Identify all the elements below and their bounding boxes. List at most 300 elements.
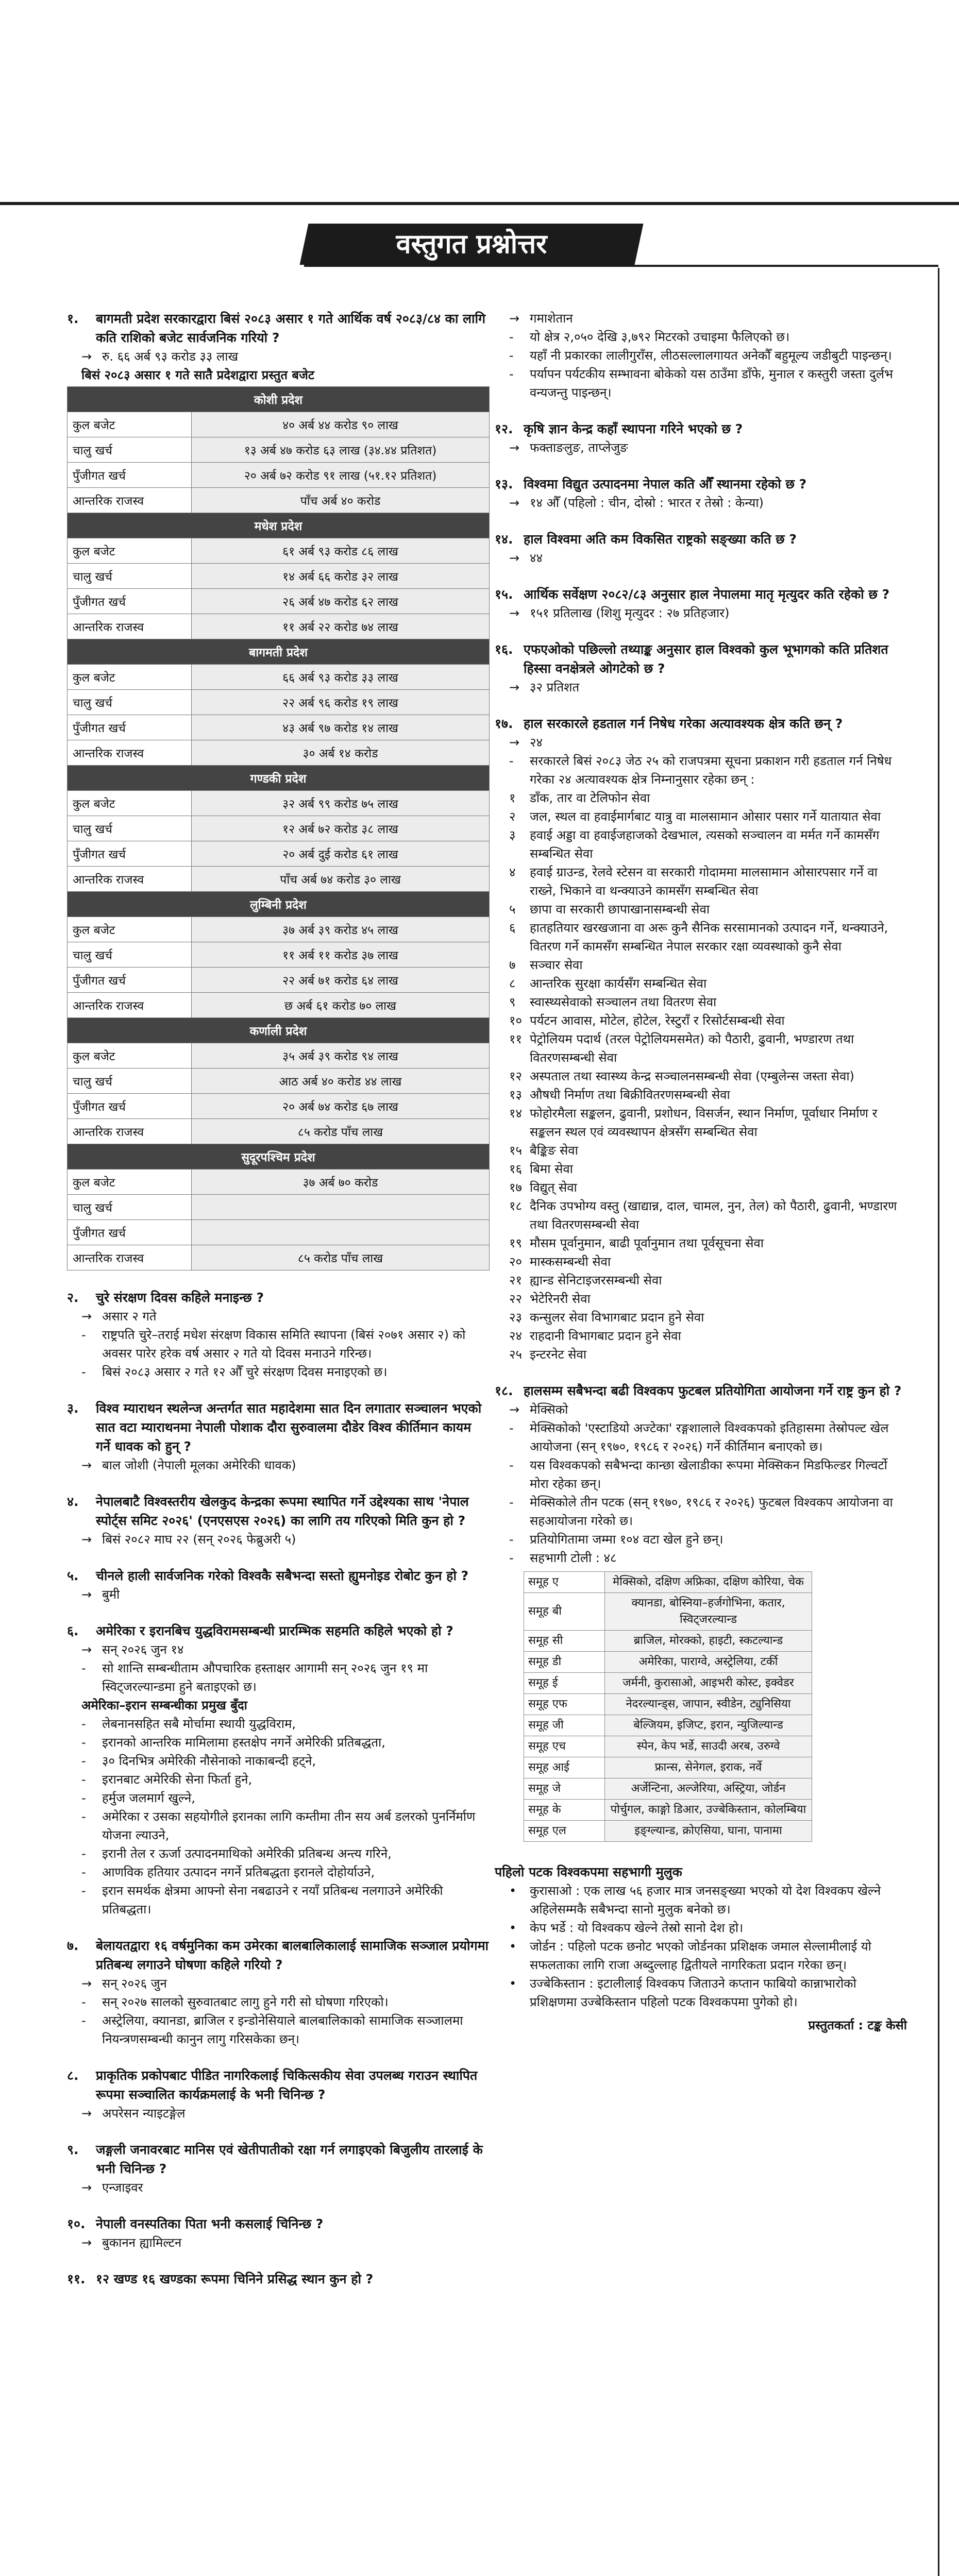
budget-value: २६ अर्ब ४७ करोड ६२ लाख xyxy=(192,589,490,614)
bullet: १४ xyxy=(509,1106,522,1121)
answer-text: आन्तरिक सुरक्षा कार्यसँग सम्बन्धित सेवा xyxy=(530,976,707,991)
bullet: → xyxy=(81,2106,92,2121)
budget-value: ३० अर्ब १४ करोड xyxy=(192,740,490,766)
answer-line xyxy=(81,1752,490,1770)
budget-table xyxy=(67,386,490,1270)
question xyxy=(495,640,907,678)
bullet: १० xyxy=(509,1013,522,1028)
budget-row xyxy=(68,791,490,816)
question-number: ५. xyxy=(67,1568,79,1583)
answer-text: ३० दिनभित्र अमेरिकी नौसेनाको नाकाबन्दी हट्ने, xyxy=(102,1754,316,1768)
answer-line xyxy=(81,1326,490,1363)
answer-text: गमाशेतान xyxy=(530,311,573,326)
budget-label: कुल बजेट xyxy=(68,412,192,437)
answer-line xyxy=(509,309,907,328)
question-text: चीनले हाली सार्वजनिक गरेको विश्वकै सबैभन्दा सस्तो ह्युमनोइड रोबोट कुन हो ? xyxy=(96,1568,469,1583)
budget-label: पुँजीगत खर्च xyxy=(68,589,192,614)
group-name: समूह जे xyxy=(524,1778,605,1800)
answer-line xyxy=(509,1937,907,1974)
budget-value: ८५ करोड पाँच लाख xyxy=(192,1119,490,1144)
province-row xyxy=(68,513,490,538)
budget-label: पुँजीगत खर्च xyxy=(68,1220,192,1245)
budget-label: आन्तरिक राजस्व xyxy=(68,740,192,766)
province-row xyxy=(68,639,490,665)
answer-text: कुरासाओ : एक लाख ५६ हजार मात्र जनसङ्ख्या भएको यो देश विश्वकप खेल्ने अहिलेसम्मकै सबैभन्दा सानो मुलुक बनेको छ। xyxy=(530,1884,881,1917)
bullet: २० xyxy=(509,1255,522,1269)
right-column xyxy=(495,309,907,2033)
answer-line xyxy=(509,438,907,457)
group-row xyxy=(524,1631,812,1652)
answer-line xyxy=(81,2011,490,2048)
answer-line xyxy=(509,1530,907,1549)
bullet: १७ xyxy=(509,1180,522,1195)
answer-text: बाल जोशी (नेपाली मूलका अमेरिकी धावक) xyxy=(102,1458,296,1472)
bullet: - xyxy=(509,1421,514,1435)
bullet: → xyxy=(81,1976,92,1991)
bullet: - xyxy=(509,1458,514,1472)
budget-value: ८५ करोड पाँच लाख xyxy=(192,1245,490,1270)
budget-value: ६६ अर्ब ९३ करोड ३३ लाख xyxy=(192,665,490,690)
group-teams: स्पेन, केप भर्डे, साउदी अरब, उरुग्वे xyxy=(605,1736,812,1757)
bullet: १६ xyxy=(509,1162,522,1176)
answer-text: हवाई ग्राउन्ड, रेलवे स्टेसन वा सरकारी गोदाममा मालसामान ओसारपसार गर्ने वा राख्ने, भिकाने वा थन्क्याउने कामसँग सम्बन्धित सेवा xyxy=(530,865,878,898)
bullet: → xyxy=(509,311,520,326)
budget-label: पुँजीगत खर्च xyxy=(68,841,192,867)
bullet: २१ xyxy=(509,1273,522,1287)
question-text: बागमती प्रदेश सरकारद्वारा बिसं २०८३ असार १ गते आर्थिक वर्ष २०८३/८४ का लागि कति राशिको बजेट सार्वजनिक गरियो ? xyxy=(96,311,486,345)
answer-text: कन्सुलर सेवा विभागबाट प्रदान हुने सेवा xyxy=(530,1310,704,1325)
question xyxy=(67,1399,490,1456)
answer-line xyxy=(509,1456,907,1493)
province-name: बागमती प्रदेश xyxy=(68,639,490,665)
answer-line xyxy=(509,900,907,919)
bullet: ९ xyxy=(509,995,516,1009)
answer-line xyxy=(81,2104,490,2123)
answer-line xyxy=(81,2178,490,2197)
answer-line xyxy=(509,974,907,993)
group-name: समूह आई xyxy=(524,1757,605,1778)
question-text: बेलायतद्वारा १६ वर्षमुनिका कम उमेरका बालबालिकालाई सामाजिक सञ्जाल प्रयोगमा प्रतिबन्ध लगाउने घोषणा कहिले गरियो ? xyxy=(96,1938,489,1972)
bullet: २२ xyxy=(509,1292,522,1306)
answer-text: डाँक, तार वा टेलिफोन सेवा xyxy=(530,791,650,805)
bullet: ७ xyxy=(509,958,516,972)
budget-row xyxy=(68,437,490,463)
question-text: नेपाली वनस्पतिका पिता भनी कसलाई चिनिन्छ ? xyxy=(96,2216,324,2231)
answer-text: १४ औँ (पहिलो : चीन, दोस्रो : भारत र तेस्रो : केन्या) xyxy=(530,496,764,510)
answer-line xyxy=(509,733,907,752)
debutants-title: पहिलो पटक विश्वकपमा सहभागी मुलुक xyxy=(495,1865,682,1879)
answer-text: इन्टरनेट सेवा xyxy=(530,1347,587,1362)
question-number: १६. xyxy=(495,642,513,657)
province-row xyxy=(68,892,490,917)
bullet: ४ xyxy=(509,865,516,879)
budget-label: चालु खर्च xyxy=(68,1195,192,1220)
question-number: १०. xyxy=(67,2216,86,2231)
answer-text: पर्यापन पर्यटकीय सम्भावना बोकेको यस ठाउँमा डाँफे, मुनाल र कस्तुरी जस्ता दुर्लभ वन्यजन्तु पाइन्छन्। xyxy=(530,367,893,400)
answer-line xyxy=(81,1789,490,1807)
budget-row xyxy=(68,665,490,690)
bullet: ६ xyxy=(509,921,516,935)
province-name: कोशी प्रदेश xyxy=(68,387,490,412)
group-teams: क्यानडा, बोस्निया–हर्जगोभिना, कतार, स्विट्जरल्यान्ड xyxy=(605,1593,812,1631)
group-row xyxy=(524,1736,812,1757)
budget-row xyxy=(68,968,490,993)
budget-label: कुल बजेट xyxy=(68,791,192,816)
question xyxy=(495,714,907,733)
bullet: - xyxy=(81,1328,86,1342)
answer-line xyxy=(509,1011,907,1030)
bullet: १२ xyxy=(509,1069,522,1083)
group-row xyxy=(524,1821,812,1842)
answer-text: लेबनानसहित सबै मोर्चामा स्थायी युद्धविराम, xyxy=(102,1717,296,1731)
answer-text: सरकारले बिसं २०८३ जेठ २५ को राजपत्रमा सूचना प्रकाशन गरी हडताल गर्न निषेध गरेका २४ अत्यावश्यक क्षेत्र निम्नानुसार रहेका छन् : xyxy=(530,754,892,787)
answer-line xyxy=(509,1234,907,1252)
budget-label: कुल बजेट xyxy=(68,917,192,942)
bullet: १३ xyxy=(509,1088,522,1102)
budget-row xyxy=(68,564,490,589)
answer-text: राहदानी विभागबाट प्रदान हुने सेवा xyxy=(530,1329,681,1343)
answer-line xyxy=(509,1419,907,1456)
answer-line xyxy=(509,1178,907,1197)
answer-line xyxy=(509,494,907,512)
answer-line xyxy=(509,956,907,974)
budget-label: आन्तरिक राजस्व xyxy=(68,993,192,1018)
question xyxy=(67,2214,490,2233)
bullet: → xyxy=(81,1458,92,1472)
budget-row xyxy=(68,488,490,513)
bullet: → xyxy=(509,551,520,565)
budget-label: पुँजीगत खर्च xyxy=(68,1094,192,1119)
bullet: १५ xyxy=(509,1143,522,1158)
top-rule xyxy=(0,202,959,205)
question xyxy=(67,1621,490,1640)
answer-text: बिसं २०८२ माघ २२ (सन् २०२६ फेब्रुअरी ५) xyxy=(102,1532,296,1547)
bullet: - xyxy=(81,1884,86,1898)
answer-line xyxy=(509,1345,907,1364)
answer-line xyxy=(509,1141,907,1160)
budget-row xyxy=(68,690,490,715)
bullet: - xyxy=(81,1754,86,1768)
answer-line xyxy=(509,919,907,956)
answer-text: उज्बेकिस्तान : इटालीलाई विश्वकप जिताउने कप्तान फाबियो कान्नाभारोको प्रशिक्षणमा उज्बेकिस्तान पहिलो पटक विश्वकपमा पुगेको हो। xyxy=(530,1976,856,2009)
bullet: - xyxy=(81,1365,86,1379)
answer-line xyxy=(81,1882,490,1919)
bullet: २ xyxy=(509,809,516,824)
province-row xyxy=(68,766,490,791)
bullet: → xyxy=(81,2180,92,2195)
bullet: • xyxy=(509,1976,517,1991)
budget-row xyxy=(68,614,490,639)
answer-text: केप भर्डे : यो विश्वकप खेल्ने तेस्रो सानो देश हो। xyxy=(530,1921,744,1935)
group-name: समूह एच xyxy=(524,1736,605,1757)
bullet: → xyxy=(81,349,92,364)
section-title: वस्तुगत प्रश्नोत्तर xyxy=(396,229,547,260)
bullet: → xyxy=(509,496,520,510)
answer-text: दैनिक उपभोग्य वस्तु (खाद्यान्न, दाल, चामल, नुन, तेल) को पैठारी, ढुवानी, भण्डारण तथा वितरणसम्बन्धी सेवा xyxy=(530,1199,897,1232)
bullet: → xyxy=(509,1402,520,1417)
answer-text: हर्मुज जलमार्ग खुल्ने, xyxy=(102,1791,195,1805)
bullet: २५ xyxy=(509,1347,522,1362)
answer-text: भेटेरिनरी सेवा xyxy=(530,1292,591,1306)
answer-line xyxy=(509,604,907,622)
answer-line xyxy=(509,1252,907,1271)
bullet: - xyxy=(509,367,514,381)
answer-line xyxy=(81,1659,490,1696)
province-name: गण्डकी प्रदेश xyxy=(68,766,490,791)
budget-row xyxy=(68,816,490,841)
budget-row xyxy=(68,1069,490,1094)
answer-text: इरानी तेल र ऊर्जा उत्पादनमाथिको अमेरिकी प्रतिबन्ध अन्त्य गरिने, xyxy=(102,1846,392,1861)
answer-text: मास्कसम्बन्धी सेवा xyxy=(530,1255,611,1269)
bullet: - xyxy=(509,1551,514,1565)
group-table xyxy=(524,1571,812,1842)
answer-text: सञ्चार सेवा xyxy=(530,958,583,972)
bullet: → xyxy=(81,1587,92,1602)
answer-line xyxy=(81,1640,490,1659)
question xyxy=(67,309,490,347)
answer-text: अस्ट्रेलिया, क्यानडा, ब्राजिल र इन्डोनेसियाले बालबालिकाको सामाजिक सञ्जालमा नियन्त्रणसम्बन्धी कानुन लागु गरिसकेका छन्। xyxy=(102,2013,463,2046)
answer-text: विद्युत् सेवा xyxy=(530,1180,577,1195)
answer-line xyxy=(81,1844,490,1863)
group-teams: अमेरिका, पाराग्वे, अस्ट्रेलिया, टर्की xyxy=(605,1652,812,1673)
question-number: १८. xyxy=(495,1383,513,1398)
answer-text: मौसम पूर्वानुमान, बाढी पूर्वानुमान तथा पूर्वसूचना सेवा xyxy=(530,1236,764,1250)
province-row xyxy=(68,387,490,412)
answer-text: प्रतियोगितामा जम्मा १०४ वटा खेल हुने छन्। xyxy=(530,1532,724,1547)
group-row xyxy=(524,1694,812,1715)
section-header xyxy=(299,224,643,265)
budget-row xyxy=(68,1119,490,1144)
answer-line xyxy=(81,1863,490,1882)
budget-value: ३७ अर्ब ७० करोड xyxy=(192,1170,490,1195)
budget-value: ३५ अर्ब ३९ करोड ९४ लाख xyxy=(192,1043,490,1069)
bullet: - xyxy=(81,1995,86,2009)
group-name: समूह बी xyxy=(524,1593,605,1631)
answer-line xyxy=(509,807,907,826)
budget-value: २० अर्ब दुई करोड ६१ लाख xyxy=(192,841,490,867)
bullet: → xyxy=(81,2235,92,2250)
question-number: ७. xyxy=(67,1938,79,1953)
answer-line xyxy=(509,1308,907,1327)
budget-label: कुल बजेट xyxy=(68,1043,192,1069)
answer-text: यस विश्वकपको सबैभन्दा कान्छा खेलाडीका रूपमा मेक्सिकन मिडफिल्डर गिल्वर्टो मोरा रहेका छन्। xyxy=(530,1458,887,1491)
group-teams: मेक्सिको, दक्षिण अफ्रिका, दक्षिण कोरिया, चेक xyxy=(605,1572,812,1593)
answer-text: सो शान्ति सम्बन्धीताम औपचारिक हस्ताक्षर आगामी सन् २०२६ जुन १९ मा स्विट्जरल्यान्डमा हुने बताइएको छ। xyxy=(102,1661,428,1694)
question xyxy=(67,2140,490,2178)
budget-row xyxy=(68,942,490,968)
answer-text: यहाँ नी प्रकारका लालीगुराँस, लीठसल्लालगायत अनेकौँ बहुमूल्य जडीबुटी पाइन्छन्। xyxy=(530,348,892,363)
budget-label: आन्तरिक राजस्व xyxy=(68,1119,192,1144)
group-teams: नेदरल्यान्ड्स, जापान, स्वीडेन, ट्युनिसिया xyxy=(605,1694,812,1715)
budget-label: पुँजीगत खर्च xyxy=(68,715,192,740)
group-teams: इङ्ग्ल्यान्ड, क्रोएसिया, घाना, पानामा xyxy=(605,1821,812,1842)
answer-text: १५१ प्रतिलाख (शिशु मृत्युदर : २७ प्रतिहजार) xyxy=(530,606,730,620)
answer-line xyxy=(81,1363,490,1381)
left-column xyxy=(67,309,490,2289)
answer-text: असार २ गते xyxy=(102,1309,157,1324)
answer-line xyxy=(509,826,907,863)
question-number: ११. xyxy=(67,2272,86,2286)
budget-label: आन्तरिक राजस्व xyxy=(68,1245,192,1270)
budget-value: छ अर्ब ६१ करोड ७० लाख xyxy=(192,993,490,1018)
group-teams: फ्रान्स, सेनेगल, इराक, नर्वे xyxy=(605,1757,812,1778)
answer-text: अस्पताल तथा स्वास्थ्य केन्द्र सञ्चालनसम्बन्धी सेवा (एम्बुलेन्स जस्ता सेवा) xyxy=(530,1069,854,1083)
bullet: २४ xyxy=(509,1329,522,1343)
bullet: - xyxy=(509,348,514,363)
bullet: → xyxy=(81,1532,92,1547)
answer-text: सन् २०२७ सालको सुरुवातबाट लागु हुने गरी सो घोषणा गरिएको। xyxy=(102,1995,389,2009)
budget-value: ११ अर्ब ११ करोड ३७ लाख xyxy=(192,942,490,968)
question-text: अमेरिका र इरानबिच युद्धविरामसम्बन्धी प्रारम्भिक सहमति कहिले भएको हो ? xyxy=(96,1623,453,1638)
answer-line xyxy=(509,1104,907,1141)
bullet: - xyxy=(81,1661,86,1675)
budget-label: चालु खर्च xyxy=(68,690,192,715)
bullet: • xyxy=(509,1884,517,1898)
answer-text: ३२ प्रतिशत xyxy=(530,680,580,694)
group-row xyxy=(524,1800,812,1821)
budget-value: ४३ अर्ब ९७ करोड १४ लाख xyxy=(192,715,490,740)
group-teams: जर्मनी, कुरासाओ, आइभरी कोस्ट, इक्वेडर xyxy=(605,1673,812,1694)
budget-row xyxy=(68,463,490,488)
budget-label: चालु खर्च xyxy=(68,437,192,463)
bullet: • xyxy=(509,1939,517,1954)
budget-label: चालु खर्च xyxy=(68,816,192,841)
question-number: ४. xyxy=(67,1494,79,1509)
bullet: - xyxy=(509,330,514,344)
answer-line xyxy=(509,328,907,346)
question-text: जङ्गली जनावरबाट मानिस एवं खेतीपातीको रक्षा गर्न लगाइएको बिजुलीय तारलाई के भनी चिनिन्छ ? xyxy=(96,2142,483,2176)
budget-value: पाँच अर्ब ४० करोड xyxy=(192,488,490,513)
answer-line xyxy=(81,1807,490,1844)
answer-text: जल, स्थल वा हवाईमार्गबाट यात्रु वा मालसामान ओसार पसार गर्ने यातायात सेवा xyxy=(530,809,881,824)
answer-line xyxy=(81,1974,490,1993)
budget-label: चालु खर्च xyxy=(68,942,192,968)
answer-text: इरानबाट अमेरिकी सेना फिर्ता हुने, xyxy=(102,1772,253,1787)
question xyxy=(495,1381,907,1400)
answer-text: मेक्सिकोको 'एस्टाडियो अज्टेका' रङ्गशालाले विश्वकपको इतिहासमा तेस्रोपल्ट खेल आयोजना (सन् १९७०, १९८६ र २०२६) गर्ने कीर्तिमान बनाएको छ। xyxy=(530,1421,889,1454)
answer-text: बिमा सेवा xyxy=(530,1162,573,1176)
bullet: १८ xyxy=(509,1199,522,1213)
question-number: ९. xyxy=(67,2142,79,2157)
question-text: चुरे संरक्षण दिवस कहिले मनाइन्छ ? xyxy=(96,1290,264,1305)
question xyxy=(495,585,907,604)
budget-label: आन्तरिक राजस्व xyxy=(68,867,192,892)
question-text: विश्व म्याराथन स्थलेन्ज अन्तर्गत सात महादेशमा सात दिन लगातार सञ्चालन भएको सात वटा म्याराथनमा नेपाली पोशाक दौरा सुरुवालमा दौडेर विश्व कीर्तिमान कायम गर्ने धावक को हुन् ? xyxy=(96,1401,482,1454)
answer-line xyxy=(81,1585,490,1604)
question-number: १५. xyxy=(495,587,513,602)
answer-line xyxy=(509,752,907,789)
bullet: - xyxy=(509,1532,514,1547)
group-name: समूह जी xyxy=(524,1715,605,1736)
question-text: नेपालबाटै विश्वस्तरीय खेलकुद केन्द्रका रूपमा स्थापित गर्ने उद्देश्यका साथ 'नेपाल स्पोर्ट्स समिट २०२६' (एनएसएस २०२६) का लागि तय गरिएको मिति कुन हो ? xyxy=(96,1494,469,1528)
answer-text: हातहतियार खरखजाना वा अरू कुनै सैनिक सरसामानको उत्पादन गर्ने, थन्क्याउने, वितरण गर्ने कामसँग सम्बन्धित नेपाल सरकार रक्षा व्यवस्थाको कुनै सेवा xyxy=(530,921,888,954)
bullet: - xyxy=(509,754,514,768)
answer-line xyxy=(509,1327,907,1345)
question-number: ३. xyxy=(67,1401,79,1416)
budget-row xyxy=(68,1170,490,1195)
subheading: अमेरिका–इरान सम्बन्धीका प्रमुख बुँदा xyxy=(81,1698,247,1713)
budget-row xyxy=(68,993,490,1018)
budget-row xyxy=(68,1220,490,1245)
budget-row xyxy=(68,1094,490,1119)
subheading: बिसं २०८३ असार १ गते सातै प्रदेशद्वारा प्रस्तुत बजेट xyxy=(81,368,315,382)
bullet: → xyxy=(509,606,520,620)
answer-line xyxy=(509,1030,907,1067)
bullet: ११ xyxy=(509,1032,522,1046)
province-name: लुम्बिनी प्रदेश xyxy=(68,892,490,917)
debutants xyxy=(495,1862,907,2033)
question-number: १. xyxy=(67,311,79,326)
bullet: → xyxy=(81,1642,92,1657)
budget-value xyxy=(192,1220,490,1245)
question-number: १३. xyxy=(495,477,513,492)
question-text: हाल सरकारले हडताल गर्न निषेध गरेका अत्यावश्यक क्षेत्र कति छन् ? xyxy=(524,716,843,731)
answer-text: फोहोरमैला सङ्कलन, ढुवानी, प्रशोधन, विसर्जन, स्थान निर्माण, पूर्वाधार निर्माण र सङ्कलन स्थल एवं व्यवस्थापन क्षेत्रसँग सम्बन्धित सेवा xyxy=(530,1106,878,1139)
answer-text: छापा वा सरकारी छापाखानासम्बन्धी सेवा xyxy=(530,902,710,917)
question-number: २. xyxy=(67,1290,79,1305)
bullet: १९ xyxy=(509,1236,522,1250)
bullet: - xyxy=(81,1735,86,1750)
group-row xyxy=(524,1593,812,1631)
answer-line xyxy=(81,1307,490,1326)
budget-label: कुल बजेट xyxy=(68,665,192,690)
budget-label: कुल बजेट xyxy=(68,1170,192,1195)
answer-line xyxy=(509,1271,907,1290)
answer-text: अपरेसन न्याइटङ्गेल xyxy=(102,2106,186,2121)
question xyxy=(495,474,907,494)
bullet: → xyxy=(509,680,520,694)
answer-line xyxy=(81,1733,490,1752)
side-rule xyxy=(938,268,939,2576)
budget-value: ६१ अर्ब ९३ करोड ८६ लाख xyxy=(192,538,490,564)
budget-value: २२ अर्ब ७१ करोड ६४ लाख xyxy=(192,968,490,993)
province-name: सुदूरपश्चिम प्रदेश xyxy=(68,1144,490,1170)
budget-label: चालु खर्च xyxy=(68,564,192,589)
bullet: → xyxy=(509,735,520,750)
budget-value: ३२ अर्ब ९९ करोड ७५ लाख xyxy=(192,791,490,816)
answer-text: मेक्सिको xyxy=(530,1402,568,1417)
question xyxy=(67,1566,490,1585)
budget-label: कुल बजेट xyxy=(68,538,192,564)
bullet: • xyxy=(509,1921,517,1935)
answer-text: फक्ताङलुङ, ताप्लेजुङ xyxy=(530,440,628,455)
budget-row xyxy=(68,589,490,614)
answer-text: ४४ xyxy=(530,551,543,565)
province-row xyxy=(68,1144,490,1170)
answer-text: स्वास्थ्यसेवाको सञ्चालन तथा वितरण सेवा xyxy=(530,995,717,1009)
answer-text: अमेरिका र उसका सहयोगीले इरानका लागि कम्तीमा तीन सय अर्ब डलरको पुनर्निर्माण योजना ल्याउने, xyxy=(102,1809,476,1842)
question-text: प्राकृतिक प्रकोपबाट पीडित नागरिकलाई चिकित्सकीय सेवा उपलब्ध गराउन स्थापित रूपमा सञ्चालित कार्यक्रमलाई के भनी चिनिन्छ ? xyxy=(96,2068,478,2102)
answer-line xyxy=(81,1530,490,1549)
budget-row xyxy=(68,1245,490,1270)
answer-line xyxy=(509,1549,907,1567)
question xyxy=(67,2066,490,2104)
question xyxy=(495,419,907,438)
bullet: - xyxy=(509,1495,514,1510)
budget-row xyxy=(68,740,490,766)
bullet: १ xyxy=(509,791,516,805)
answer-text: यो क्षेत्र २,०५० देखि ३,७९२ मिटरको उचाइमा फैलिएको छ। xyxy=(530,330,790,344)
budget-row xyxy=(68,917,490,942)
answer-text: एन्जाइवर xyxy=(102,2180,143,2195)
answer-line xyxy=(509,1290,907,1308)
group-name: समूह एल xyxy=(524,1821,605,1842)
answer-text: सन् २०२६ जुन १४ xyxy=(102,1642,184,1657)
province-name: मधेश प्रदेश xyxy=(68,513,490,538)
bullet: → xyxy=(509,440,520,455)
budget-value xyxy=(192,1195,490,1220)
answer-text: मेक्सिकोले तीन पटक (सन् १९७०, १९८६ र २०२६) फुटबल विश्वकप आयोजना वा सहआयोजना गरेको छ। xyxy=(530,1495,893,1528)
